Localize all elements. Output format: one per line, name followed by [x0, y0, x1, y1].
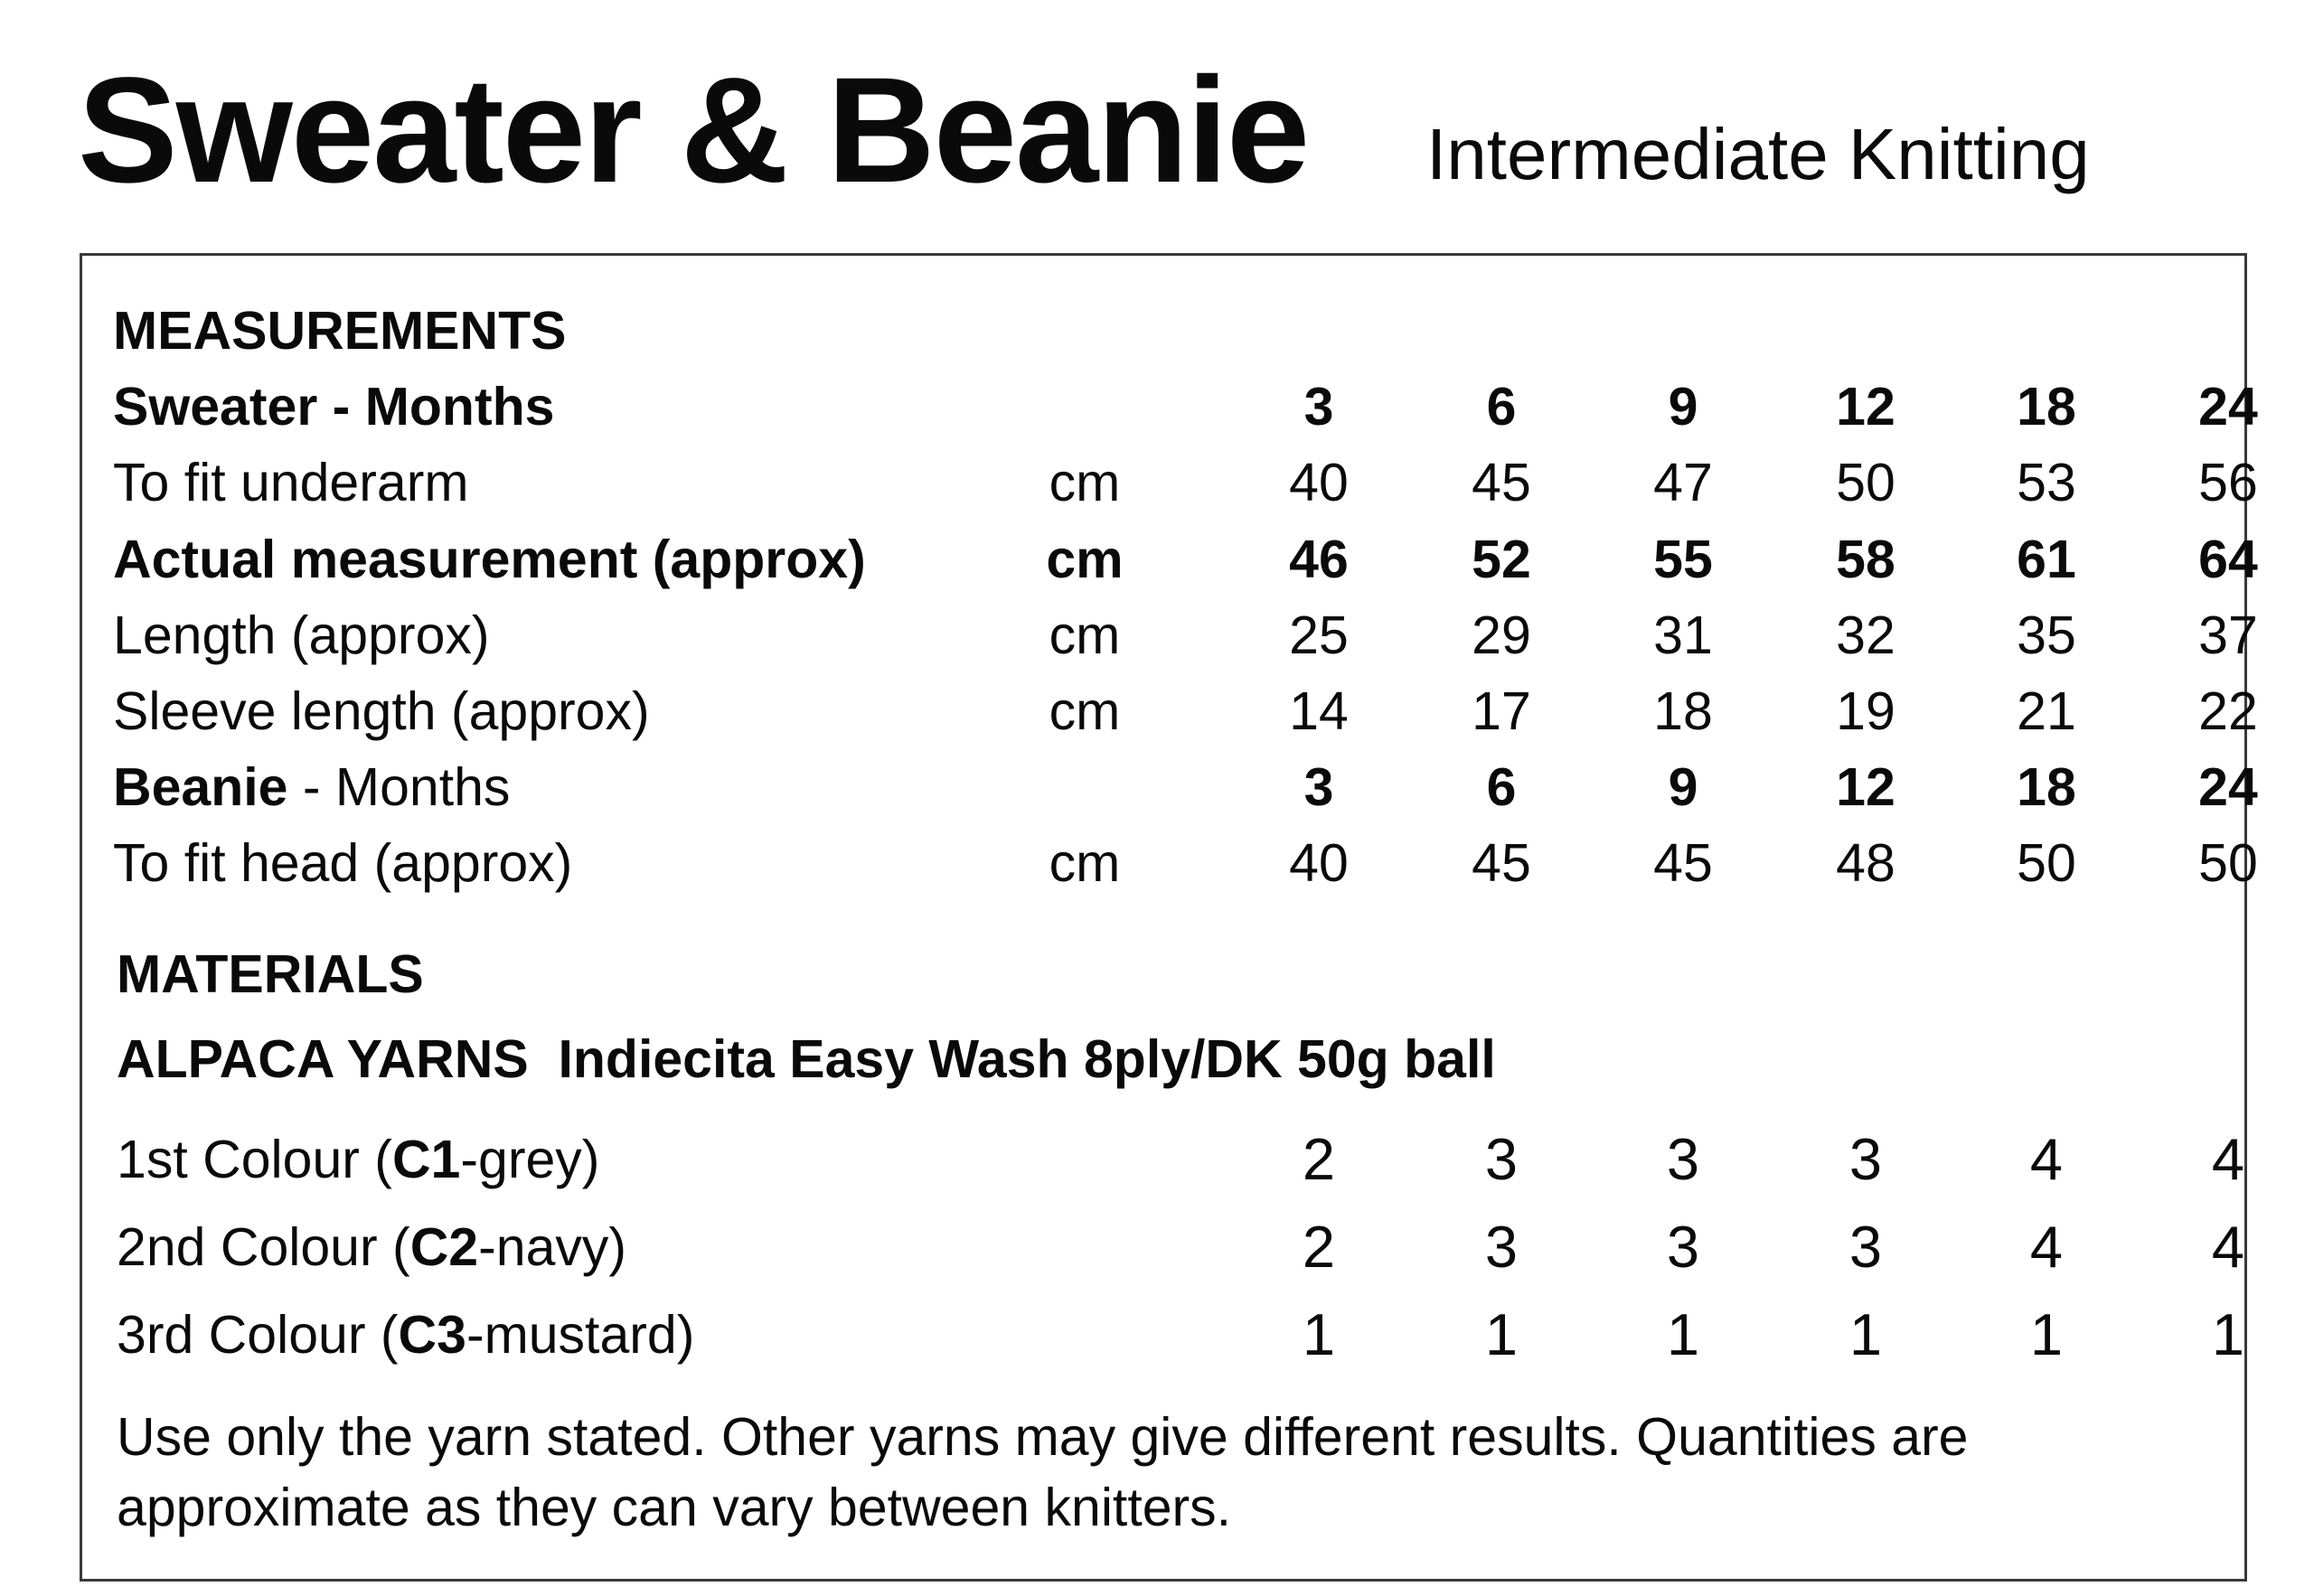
table-row — [82, 599, 2258, 671]
value-cell: 47 — [1653, 453, 1713, 512]
unit-cell: cm — [1049, 453, 1121, 512]
value-cell: 45 — [1472, 453, 1531, 512]
colour-suffix: -navy) — [478, 1217, 627, 1277]
beanie-sizes-row — [82, 751, 2258, 823]
table-row — [82, 523, 2258, 596]
size-cell: 24 — [2198, 377, 2258, 437]
value-cell: 21 — [2017, 681, 2076, 741]
value-cell: 29 — [1472, 606, 1531, 665]
value-cell: 17 — [1472, 681, 1531, 741]
value-cell: 50 — [1836, 453, 1895, 512]
value-cell: 55 — [1653, 530, 1713, 589]
yarn-note-line: Use only the yarn stated. Other yarns may give different results. Quantities are — [117, 1407, 1969, 1467]
page-subtitle: Intermediate Knitting — [1426, 114, 2090, 194]
value-cell: 14 — [1289, 681, 1349, 741]
value-cell: 40 — [1289, 453, 1349, 512]
value-cell: 2 — [1302, 1126, 1336, 1192]
yarn-name: Indiecita Easy Wash 8ply/DK 50g ball — [558, 1029, 1496, 1089]
measurements-heading-row — [82, 295, 2244, 367]
row-label: To fit head (approx) — [113, 833, 573, 893]
colour-prefix: 2nd Colour ( — [117, 1217, 410, 1277]
colour-label — [117, 1211, 626, 1283]
size-cell: 3 — [1303, 377, 1334, 437]
table-row — [82, 675, 2258, 747]
size-cell: 6 — [1486, 377, 1517, 437]
value-cell: 3 — [1484, 1214, 1519, 1280]
row-label: Sleeve length (approx) — [113, 681, 650, 741]
value-cell: 3 — [1848, 1126, 1883, 1192]
value-cell: 50 — [2198, 833, 2258, 893]
value-cell: 40 — [1289, 833, 1349, 893]
value-cell: 53 — [2017, 453, 2076, 512]
measurements-heading: MEASUREMENTS — [113, 301, 567, 361]
size-cell: 18 — [2017, 377, 2076, 437]
size-cell: 12 — [1836, 757, 1895, 817]
colour-code: C2 — [409, 1217, 479, 1277]
value-cell: 1 — [1848, 1301, 1883, 1367]
unit-cell: cm — [1049, 606, 1121, 665]
value-cell: 45 — [1653, 833, 1713, 893]
size-cell: 18 — [2017, 757, 2076, 817]
size-cell: 6 — [1486, 757, 1517, 817]
colour-suffix: -mustard) — [466, 1305, 695, 1365]
page-title: Sweater & Beanie — [78, 47, 1309, 214]
colour-prefix: 1st Colour ( — [117, 1130, 392, 1189]
value-cell: 1 — [1484, 1301, 1519, 1367]
sweater-label: Sweater - Months — [113, 377, 555, 437]
value-cell: 48 — [1836, 833, 1895, 893]
colour-label — [117, 1299, 694, 1371]
table-row — [82, 1123, 2244, 1196]
value-cell: 50 — [2017, 833, 2076, 893]
value-cell: 4 — [2211, 1214, 2245, 1280]
yarn-note-line: approximate as they can vary between knitters. — [117, 1478, 1232, 1537]
value-cell: 1 — [1302, 1301, 1336, 1367]
table-row — [82, 1299, 2244, 1371]
yarn-note — [117, 1402, 2214, 1543]
value-cell: 19 — [1836, 681, 1895, 741]
row-label: Length (approx) — [113, 606, 490, 665]
colour-code: C1 — [391, 1130, 461, 1189]
value-cell: 46 — [1289, 530, 1349, 589]
value-cell: 3 — [1666, 1214, 1700, 1280]
size-cell: 3 — [1303, 757, 1334, 817]
colour-code: C3 — [398, 1305, 466, 1365]
value-cell: 56 — [2198, 453, 2258, 512]
value-cell: 1 — [2211, 1301, 2245, 1367]
yarn-brand: ALPACA YARNS — [117, 1029, 529, 1089]
pattern-info-box — [80, 253, 2258, 1582]
value-cell: 3 — [1848, 1214, 1883, 1280]
colour-prefix: 3rd Colour ( — [117, 1305, 399, 1365]
value-cell: 45 — [1472, 833, 1531, 893]
sweater-sizes-row — [82, 371, 2258, 443]
value-cell: 37 — [2198, 606, 2258, 665]
unit-cell: cm — [1049, 833, 1121, 893]
size-cell: 12 — [1836, 377, 1895, 437]
value-cell: 1 — [2029, 1301, 2064, 1367]
colour-label — [117, 1123, 599, 1196]
yarn-row — [82, 1023, 2244, 1095]
value-cell: 18 — [1653, 681, 1713, 741]
size-cell: 9 — [1668, 757, 1698, 817]
row-label: To fit underarm — [113, 453, 469, 512]
value-cell: 2 — [1302, 1214, 1336, 1280]
value-cell: 35 — [2017, 606, 2076, 665]
value-cell: 31 — [1653, 606, 1713, 665]
value-cell: 22 — [2198, 681, 2258, 741]
unit-cell: cm — [1046, 530, 1124, 589]
beanie-label-rest: - Months — [287, 757, 511, 817]
row-label: Actual measurement (approx) — [113, 530, 866, 589]
value-cell: 58 — [1836, 530, 1895, 589]
value-cell: 64 — [2198, 530, 2258, 589]
materials-heading: MATERIALS — [117, 944, 424, 1004]
value-cell: 4 — [2211, 1126, 2245, 1192]
beanie-label-bold: Beanie — [113, 757, 288, 817]
unit-cell: cm — [1049, 681, 1121, 741]
value-cell: 52 — [1472, 530, 1531, 589]
value-cell: 4 — [2029, 1126, 2064, 1192]
value-cell: 4 — [2029, 1214, 2064, 1280]
value-cell: 1 — [1666, 1301, 1700, 1367]
size-cell: 9 — [1668, 377, 1698, 437]
colour-suffix: -grey) — [460, 1130, 600, 1189]
table-row — [82, 1211, 2244, 1283]
materials-heading-row — [82, 938, 2244, 1010]
table-row — [82, 446, 2258, 519]
size-cell: 24 — [2198, 757, 2258, 817]
value-cell: 25 — [1289, 606, 1349, 665]
yarn-line — [117, 1023, 1496, 1095]
table-row — [82, 827, 2258, 899]
value-cell: 61 — [2017, 530, 2076, 589]
beanie-label — [113, 751, 510, 823]
value-cell: 3 — [1484, 1126, 1519, 1192]
value-cell: 3 — [1666, 1126, 1700, 1192]
value-cell: 32 — [1836, 606, 1895, 665]
